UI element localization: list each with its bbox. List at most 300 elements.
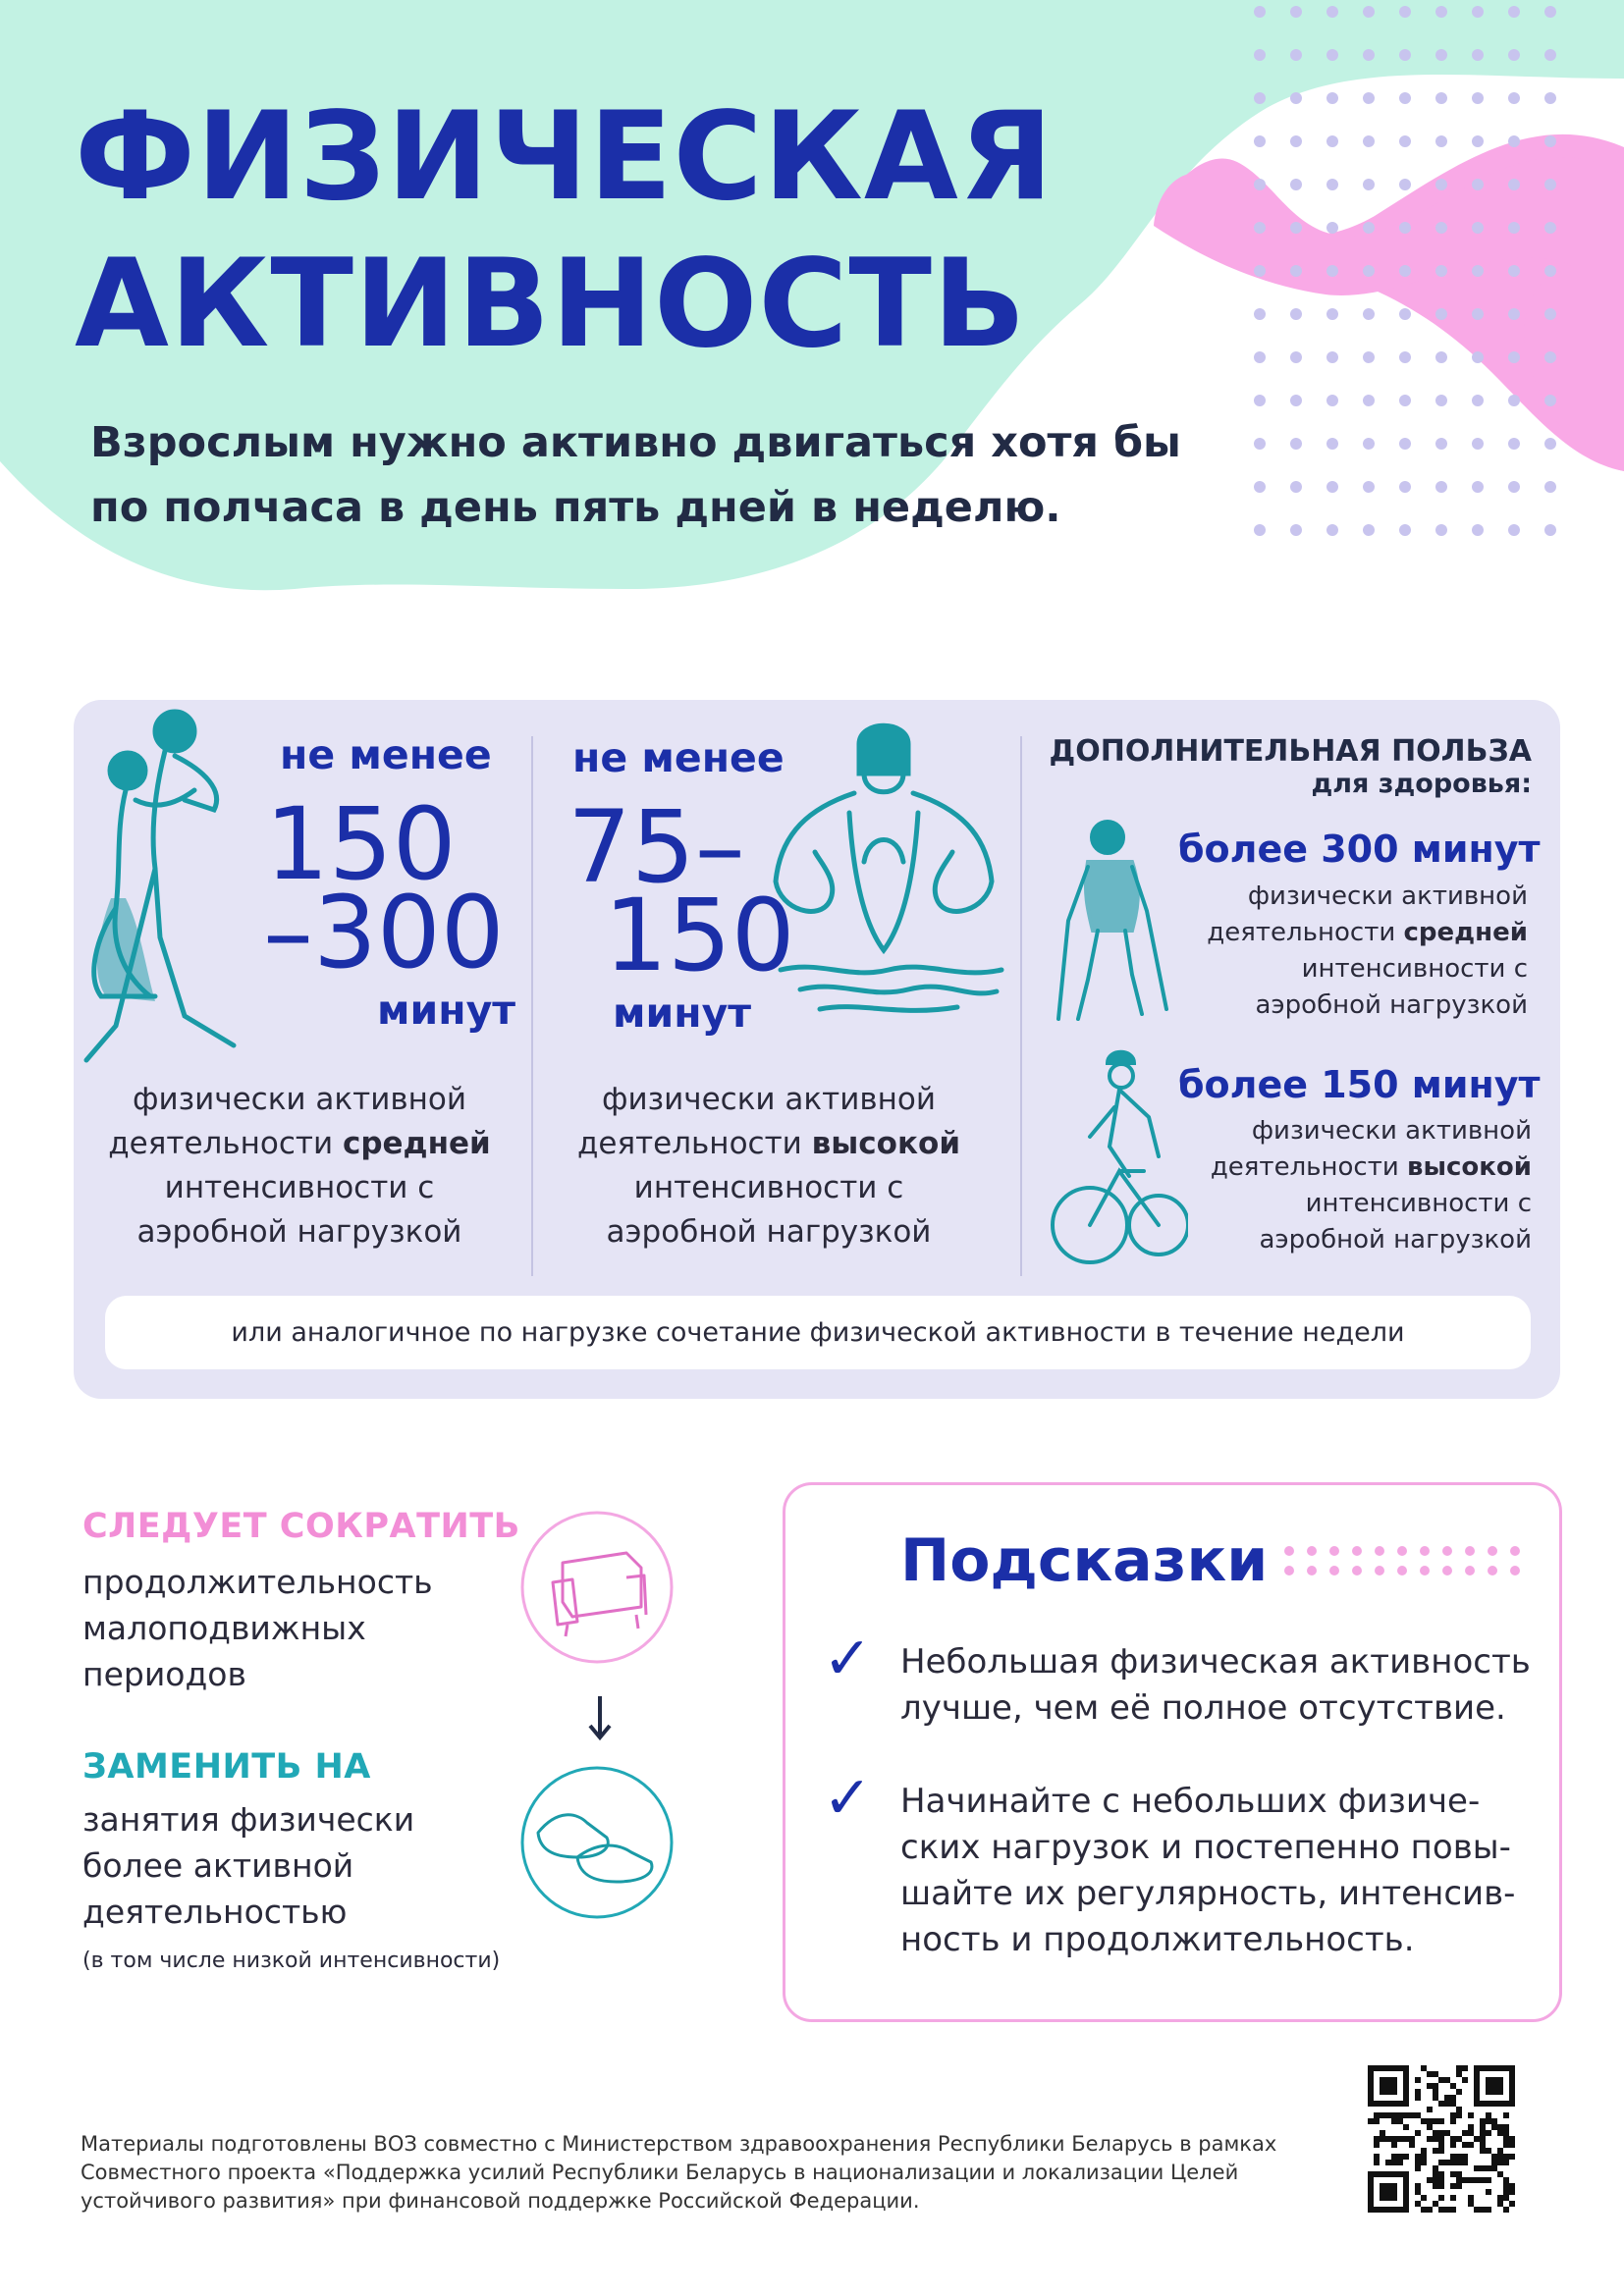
qr-module [1474, 2136, 1480, 2142]
vigorous-desc-line-4: аэробной нагрузкой [606, 1214, 932, 1250]
qr-module [1444, 2130, 1450, 2136]
qr-module [1409, 2136, 1415, 2142]
extra-item-1-description [1139, 879, 1528, 1024]
qr-module [1491, 2160, 1497, 2165]
decor-dot [1363, 179, 1375, 190]
decor-dot [1544, 92, 1556, 104]
check-icon: ✓ [823, 1764, 873, 1833]
decor-dot [1326, 308, 1338, 320]
decor-dot [1352, 1546, 1362, 1556]
qr-module [1433, 2130, 1438, 2136]
qr-module [1427, 2124, 1433, 2130]
extra-item-2-description [1139, 1113, 1532, 1258]
vigorous-unit: минут [613, 989, 752, 1037]
qr-module [1497, 2154, 1503, 2160]
qr-module [1474, 2207, 1480, 2213]
qr-module [1456, 2154, 1462, 2160]
decor-dot [1508, 351, 1520, 363]
qr-module [1380, 2112, 1385, 2118]
decor-dot [1290, 49, 1302, 61]
decor-dot [1435, 92, 1447, 104]
qr-module [1468, 2130, 1474, 2136]
qr-module [1486, 2207, 1491, 2213]
qr-module [1397, 2160, 1403, 2165]
qr-module [1480, 2130, 1486, 2136]
replace-line-3: деятельностью [82, 1893, 348, 1931]
qr-module [1503, 2207, 1509, 2213]
vigorous-desc-line-1: физически активной [601, 1082, 937, 1117]
qr-module [1450, 2142, 1456, 2148]
decor-dot [1326, 524, 1338, 536]
qr-module [1385, 2112, 1391, 2118]
qr-module [1415, 2183, 1421, 2189]
moderate-desc-line-4: аэробной нагрузкой [136, 1214, 462, 1250]
moderate-lead: не менее [280, 731, 492, 778]
decor-dot [1290, 92, 1302, 104]
qr-module [1409, 2142, 1415, 2148]
qr-module [1391, 2154, 1397, 2160]
vigorous-description [568, 1078, 970, 1255]
qr-module [1480, 2136, 1486, 2142]
decor-dot [1508, 265, 1520, 277]
qr-module [1438, 2195, 1444, 2201]
decor-dot [1290, 135, 1302, 147]
decor-dot [1290, 481, 1302, 493]
qr-module [1486, 2118, 1491, 2124]
decor-dot [1326, 222, 1338, 234]
decor-dot [1508, 179, 1520, 190]
decor-dot [1544, 308, 1556, 320]
qr-module [1438, 2183, 1444, 2189]
qr-module [1433, 2171, 1438, 2177]
decor-dot [1290, 395, 1302, 406]
qr-module [1456, 2107, 1462, 2112]
decor-dot [1420, 1546, 1430, 1556]
vigorous-desc-line-2: деятельности высокой [576, 1126, 961, 1161]
vigorous-number-line-1: 75– [568, 789, 745, 906]
tip-2-line-2: ских нагрузок и постепенно повы- [900, 1828, 1511, 1867]
qr-module [1486, 2148, 1491, 2154]
qr-module [1509, 2189, 1515, 2195]
qr-module [1450, 2195, 1456, 2201]
qr-module [1415, 2160, 1421, 2165]
decor-dot [1488, 1546, 1497, 1556]
qr-module [1380, 2077, 1397, 2095]
decor-dot [1363, 222, 1375, 234]
footer-credits [81, 2130, 1308, 2216]
qr-module [1427, 2177, 1433, 2183]
decor-dot [1254, 395, 1266, 406]
qr-module [1462, 2065, 1468, 2071]
decor-dot [1399, 351, 1411, 363]
decor-dot [1363, 438, 1375, 450]
qr-module [1456, 2065, 1462, 2071]
qr-module [1486, 2189, 1491, 2195]
decor-dot [1363, 308, 1375, 320]
decor-dot [1472, 49, 1484, 61]
decor-dot [1254, 6, 1266, 18]
qr-module [1456, 2160, 1462, 2165]
decor-dot [1375, 1546, 1384, 1556]
tip-2 [900, 1779, 1548, 1963]
decor-dot [1472, 524, 1484, 536]
decor-dot [1254, 438, 1266, 450]
qr-module [1415, 2165, 1421, 2171]
qr-module [1468, 2112, 1474, 2118]
decor-dot [1544, 6, 1556, 18]
decor-dot [1254, 49, 1266, 61]
decor-dot [1326, 92, 1338, 104]
qr-module [1433, 2118, 1438, 2124]
qr-module [1427, 2136, 1433, 2142]
qr-module [1503, 2112, 1509, 2118]
qr-module [1503, 2183, 1509, 2189]
moderate-number-line-2: –300 [263, 875, 505, 991]
qr-module [1421, 2207, 1427, 2213]
qr-module [1486, 2130, 1491, 2136]
qr-module [1503, 2142, 1509, 2148]
decor-dot [1399, 308, 1411, 320]
decor-dot [1352, 1566, 1362, 1575]
qr-module [1421, 2154, 1427, 2160]
decor-dot [1326, 135, 1338, 147]
replace-line-1: занятия физически [82, 1800, 415, 1839]
moderate-unit: минут [377, 987, 516, 1034]
decor-dot [1508, 308, 1520, 320]
decor-dot [1326, 179, 1338, 190]
page-title-line-1: ФИЗИЧЕСКАЯ [75, 86, 1055, 228]
qr-module [1374, 2142, 1380, 2148]
decor-dot [1397, 1546, 1407, 1556]
qr-module [1468, 2195, 1474, 2201]
decor-dot [1510, 1566, 1520, 1575]
extra-item-1-title: более 300 минут [1178, 828, 1541, 871]
decor-dot [1254, 481, 1266, 493]
qr-module [1462, 2142, 1468, 2148]
extra-item-1-line-2: деятельности средней [1207, 918, 1528, 947]
qr-module [1433, 2177, 1438, 2183]
decor-dot [1290, 265, 1302, 277]
decor-dot [1363, 6, 1375, 18]
extra-item-1-line-4: аэробной нагрузкой [1255, 990, 1528, 1020]
decor-dot [1254, 308, 1266, 320]
qr-module [1444, 2101, 1450, 2107]
qr-module [1438, 2118, 1444, 2124]
decor-dot [1544, 395, 1556, 406]
subtitle-line-1: Взрослым нужно активно двигаться хотя бы [90, 418, 1181, 467]
qr-module [1427, 2083, 1433, 2089]
replace-text [82, 1796, 414, 1935]
decor-dot [1326, 438, 1338, 450]
qr-module [1503, 2177, 1509, 2183]
qr-module [1391, 2136, 1397, 2142]
qr-module [1468, 2142, 1474, 2148]
qr-module [1427, 2071, 1433, 2077]
armchair-icon [518, 1509, 676, 1666]
decor-dot [1472, 92, 1484, 104]
qr-module [1450, 2183, 1456, 2189]
vigorous-lead: не менее [572, 734, 785, 781]
column-divider-1 [531, 736, 533, 1276]
qr-module [1491, 2118, 1497, 2124]
qr-module [1497, 2171, 1503, 2177]
decor-dot [1254, 92, 1266, 104]
decor-dot [1290, 179, 1302, 190]
decor-dot [1399, 265, 1411, 277]
qr-module [1391, 2160, 1397, 2165]
decor-dot [1290, 6, 1302, 18]
qr-module [1415, 2201, 1421, 2207]
qr-module [1415, 2130, 1421, 2136]
qr-module [1480, 2124, 1486, 2130]
qr-module [1497, 2148, 1503, 2154]
extra-item-2-line-2: деятельности высокой [1210, 1152, 1532, 1182]
decor-dot [1363, 395, 1375, 406]
qr-module [1427, 2207, 1433, 2213]
decor-dot [1544, 265, 1556, 277]
qr-module [1374, 2136, 1380, 2142]
qr-code[interactable] [1368, 2065, 1515, 2213]
qr-module [1450, 2207, 1456, 2213]
decor-dot [1326, 351, 1338, 363]
qr-module [1503, 2154, 1509, 2160]
qr-module [1433, 2165, 1438, 2171]
extra-heading-line-2: для здоровья: [1311, 769, 1532, 799]
decor-dot [1326, 481, 1338, 493]
qr-module [1509, 2201, 1515, 2207]
decor-dot [1435, 438, 1447, 450]
qr-module [1433, 2083, 1438, 2089]
qr-module [1503, 2195, 1509, 2201]
tip-2-line-1: Начинайте с небольших физиче- [900, 1782, 1481, 1821]
qr-module [1480, 2148, 1486, 2154]
decor-dot [1399, 438, 1411, 450]
qr-module [1438, 2207, 1444, 2213]
qr-module [1486, 2165, 1491, 2171]
decor-dot [1290, 524, 1302, 536]
decor-dot [1435, 6, 1447, 18]
decor-dot [1399, 135, 1411, 147]
decor-dot [1435, 481, 1447, 493]
decor-dot [1254, 265, 1266, 277]
combination-note: или аналогичное по нагрузке сочетание физической активности в течение недели [105, 1296, 1531, 1369]
intensity-moderate: средней [342, 1126, 491, 1161]
decor-dot [1544, 481, 1556, 493]
decor-dot [1375, 1566, 1384, 1575]
sneakers-icon [518, 1764, 676, 1921]
qr-module [1421, 2118, 1427, 2124]
decor-dot [1508, 438, 1520, 450]
decor-dot [1472, 6, 1484, 18]
decor-dot [1363, 351, 1375, 363]
tip-1-line-2: лучше, чем её полное отсутствие. [900, 1688, 1506, 1728]
qr-module [1391, 2142, 1397, 2148]
extra-heading-line-1: ДОПОЛНИТЕЛЬНАЯ ПОЛЬЗА [1049, 734, 1532, 769]
qr-module [1486, 2077, 1503, 2095]
qr-module [1450, 2154, 1456, 2160]
decor-dot [1326, 395, 1338, 406]
decor-dot [1488, 1566, 1497, 1575]
qr-module [1456, 2177, 1462, 2183]
qr-module [1450, 2171, 1456, 2177]
qr-module [1480, 2142, 1486, 2148]
decor-dot [1290, 351, 1302, 363]
qr-module [1433, 2136, 1438, 2142]
extra-item-2-line-3: интенсивности с [1305, 1189, 1532, 1218]
decor-dot [1508, 92, 1520, 104]
qr-module [1491, 2124, 1497, 2130]
qr-module [1462, 2154, 1468, 2160]
extra-item-1-line-3: интенсивности с [1301, 954, 1528, 984]
qr-module [1503, 2124, 1509, 2130]
qr-module [1415, 2112, 1421, 2118]
decor-dot [1435, 395, 1447, 406]
decor-dot [1363, 92, 1375, 104]
qr-module [1497, 2160, 1503, 2165]
footer-line-1: Материалы подготовлены ВОЗ совместно с Министерством здравоохранения Республики Беларусь в рамках [81, 2132, 1277, 2156]
qr-module [1421, 2160, 1427, 2165]
decor-dot [1435, 308, 1447, 320]
decor-dot [1254, 351, 1266, 363]
qr-module [1374, 2118, 1380, 2124]
qr-module [1397, 2136, 1403, 2142]
reduce-line-3: периодов [82, 1655, 246, 1693]
decor-dot [1508, 6, 1520, 18]
dancing-couple-illustration [57, 702, 293, 1075]
qr-module [1468, 2124, 1474, 2130]
qr-module [1480, 2165, 1486, 2171]
qr-module [1468, 2201, 1474, 2207]
decor-dot [1399, 481, 1411, 493]
footer-line-2: Совместного проекта «Поддержка усилий Республики Беларусь в национализации и локализации Целей [81, 2161, 1239, 2184]
decor-dot [1435, 49, 1447, 61]
qr-module [1497, 2124, 1503, 2130]
qr-module [1391, 2118, 1397, 2124]
qr-module [1462, 2130, 1468, 2136]
qr-module [1497, 2195, 1503, 2201]
qr-module [1438, 2171, 1444, 2177]
qr-module [1433, 2148, 1438, 2154]
tips-title: Подсказки [900, 1526, 1269, 1595]
qr-module [1403, 2154, 1409, 2160]
reduce-line-2: малоподвижных [82, 1609, 366, 1647]
decor-dot [1508, 222, 1520, 234]
qr-module [1415, 2089, 1421, 2095]
decor-dot [1508, 481, 1520, 493]
decor-dot [1544, 49, 1556, 61]
qr-module [1427, 2107, 1433, 2112]
replace-line-2: более активной [82, 1846, 354, 1885]
qr-module [1403, 2112, 1409, 2118]
decor-dot [1544, 524, 1556, 536]
reduce-heading: СЛЕДУЕТ СОКРАТИТЬ [82, 1507, 520, 1546]
qr-module [1397, 2118, 1403, 2124]
qr-module [1380, 2130, 1385, 2136]
qr-module [1444, 2095, 1450, 2101]
qr-module [1486, 2112, 1491, 2118]
qr-module [1456, 2071, 1462, 2077]
qr-module [1503, 2130, 1509, 2136]
qr-module [1480, 2118, 1486, 2124]
qr-module [1403, 2124, 1409, 2130]
decor-dot [1326, 265, 1338, 277]
extra-item-2-line-4: аэробной нагрузкой [1259, 1225, 1532, 1255]
check-icon: ✓ [823, 1625, 873, 1693]
tip-2-line-4: ность и продолжительность. [900, 1920, 1415, 1959]
decor-dot [1544, 438, 1556, 450]
qr-module [1503, 2136, 1509, 2142]
qr-module [1509, 2142, 1515, 2148]
qr-module [1438, 2142, 1444, 2148]
decor-dot [1329, 1546, 1339, 1556]
decor-dot [1508, 395, 1520, 406]
tip-1-line-1: Небольшая физическая активность [900, 1642, 1531, 1682]
qr-module [1409, 2112, 1415, 2118]
qr-module [1438, 2148, 1444, 2154]
decor-dot [1326, 49, 1338, 61]
qr-module [1497, 2130, 1503, 2136]
qr-module [1450, 2136, 1456, 2142]
decor-dot [1435, 351, 1447, 363]
qr-module [1380, 2136, 1385, 2142]
decor-dot [1442, 1566, 1452, 1575]
qr-module [1497, 2201, 1503, 2207]
qr-module [1433, 2089, 1438, 2095]
decor-dot [1254, 179, 1266, 190]
decor-dot [1472, 395, 1484, 406]
decor-dot [1508, 135, 1520, 147]
qr-module [1444, 2160, 1450, 2165]
decor-dot [1435, 135, 1447, 147]
decor-dot [1290, 222, 1302, 234]
qr-module [1415, 2154, 1421, 2160]
decor-dot [1420, 1566, 1430, 1575]
decor-dot [1465, 1546, 1475, 1556]
moderate-desc-line-1: физически активной [132, 1082, 467, 1117]
decor-dot [1435, 265, 1447, 277]
qr-module [1415, 2189, 1421, 2195]
qr-module [1433, 2201, 1438, 2207]
decor-dot [1472, 179, 1484, 190]
footer-line-3: устойчивого развития» при финансовой поддержке Российской Федерации. [81, 2189, 920, 2213]
replace-heading: ЗАМЕНИТЬ НА [82, 1747, 371, 1787]
decor-dot [1435, 222, 1447, 234]
qr-module [1391, 2112, 1397, 2118]
reduce-text [82, 1559, 433, 1697]
qr-module [1462, 2160, 1468, 2165]
qr-module [1397, 2112, 1403, 2118]
moderate-number-line-1: 150 [265, 786, 457, 903]
page-title-line-2: АКТИВНОСТЬ [75, 234, 1027, 375]
decor-dot [1399, 92, 1411, 104]
decor-dot [1254, 524, 1266, 536]
qr-module [1480, 2207, 1486, 2213]
qr-module [1444, 2207, 1450, 2213]
decor-dot [1399, 395, 1411, 406]
decor-dot [1399, 6, 1411, 18]
decor-dot [1326, 6, 1338, 18]
qr-module [1468, 2177, 1474, 2183]
qr-module [1462, 2077, 1468, 2083]
arrow-down-icon [585, 1694, 615, 1743]
qr-module [1385, 2160, 1391, 2165]
qr-module [1486, 2177, 1491, 2183]
decor-dot [1307, 1546, 1317, 1556]
decor-dot [1363, 49, 1375, 61]
qr-module [1509, 2183, 1515, 2189]
decor-dot [1472, 308, 1484, 320]
qr-module [1474, 2165, 1480, 2171]
